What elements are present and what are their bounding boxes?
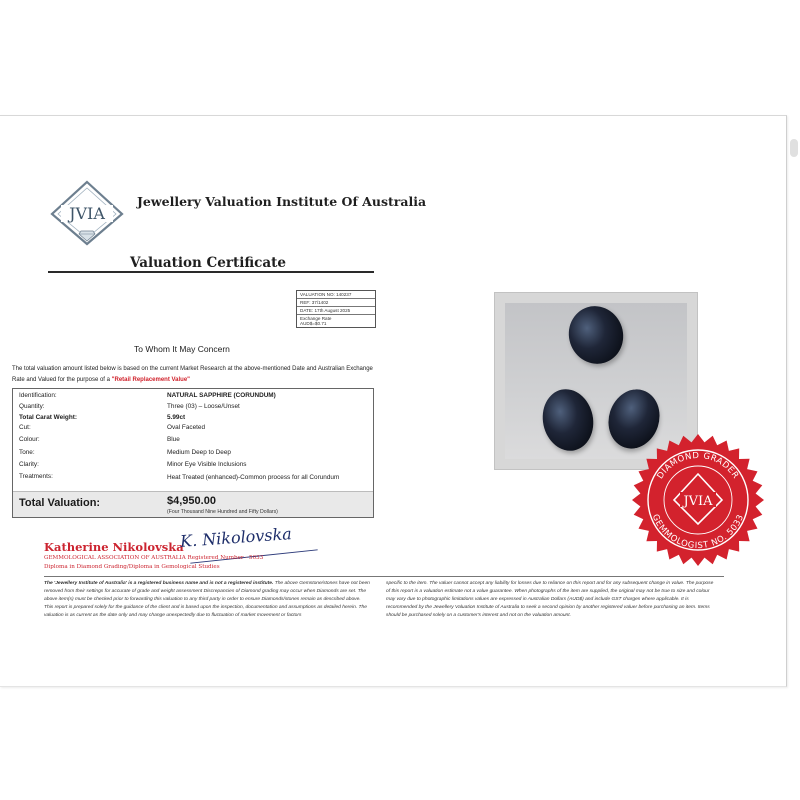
- row-label: Quantity:: [19, 403, 45, 410]
- title-underline: [48, 271, 374, 273]
- association-line: GEMMOLOGICAL ASSOCIATION OF AUSTRALIA Registered Number - 5033: [44, 555, 264, 561]
- exchange-rate-label: Exchange Rate: [300, 316, 332, 322]
- total-valuation-label: Total Valuation:: [19, 497, 101, 509]
- row-value: Oval Faceted: [167, 424, 206, 431]
- disclaimer-left: [44, 580, 370, 620]
- intro-purpose: "Retail Replacement Value": [111, 377, 191, 383]
- svg-text:DIAMOND GRADER: DIAMOND GRADER: [655, 450, 741, 482]
- reference-box: [296, 290, 376, 328]
- svg-text:GEMMOLOGIST NO. 5033: GEMMOLOGIST NO. 5033: [649, 512, 747, 552]
- exchange-rate: [297, 315, 375, 327]
- intro-text: The total valuation amount listed below is based on the current Market Research at the above-mentioned Date and Australian Exchange Rate and Valued for the purpose of a: [12, 366, 373, 383]
- sapphire-stone: [537, 384, 599, 455]
- row-value: 5.99ct: [167, 414, 186, 421]
- row-label: Identification:: [19, 392, 57, 399]
- sapphire-stone: [561, 299, 630, 371]
- row-label: Treatments:: [19, 473, 53, 480]
- details-table: [12, 388, 374, 518]
- institute-name: Jewellery Valuation Institute Of Australia: [137, 194, 427, 209]
- svg-text:JVIA: JVIA: [683, 494, 713, 509]
- diamond-grader-seal: [628, 430, 768, 570]
- svg-text:JVIA: JVIA: [69, 204, 105, 223]
- row-value: Heat Treated (enhanced)-Common process for all Corundum: [167, 474, 340, 481]
- valuation-date: DATE: 17th August 2025: [297, 307, 375, 315]
- total-valuation-band: [13, 491, 373, 517]
- exchange-rate-value: AUD$=$0.71: [300, 321, 327, 327]
- valuation-number: VALUATION NO: 140237: [297, 291, 375, 299]
- intro-paragraph: [12, 364, 382, 386]
- salutation: To Whom It May Concern: [134, 344, 230, 354]
- row-label: Cut:: [19, 424, 31, 431]
- row-value: Medium Deep to Deep: [167, 449, 231, 456]
- certificate-title: Valuation Certificate: [130, 255, 286, 271]
- row-label: Colour:: [19, 436, 40, 443]
- footer-divider: [44, 576, 724, 577]
- row-value: Three (03) – Loose/Unset: [167, 403, 240, 410]
- signature-text: K. Nikolovska: [179, 524, 293, 551]
- total-valuation-words: (Four Thousand Nine Hundred and Fifty Dollars): [167, 509, 278, 515]
- jvia-logo: [48, 178, 126, 250]
- row-label: Total Carat Weight:: [19, 414, 77, 421]
- row-value: NATURAL SAPPHIRE (CORUNDUM): [167, 392, 276, 399]
- page-edge-mark: [790, 139, 798, 157]
- disclaimer-left-text: The above Gemstone/stones have not been removed from their settings for accurate of grade and weight assessment Discrepancies of Diamond grading may occur when Diamonds are set. The above item(s) must be checked prior to forwarding this valuation to any third party in order to ensure Diamonds/stones remain as described above. This report is prepared solely for the guidance of the client and is based upon the inspection, documentation and assumptions as detailed herein. The valuation is as current as the date only and may change unexpectedly due to fluctuation of market movement or factors: [44, 581, 370, 618]
- row-value: Blue: [167, 436, 180, 443]
- signatory-name: Katherine Nikolovska: [44, 540, 184, 554]
- row-value: Minor Eye Visible Inclusions: [167, 461, 247, 468]
- row-label: Tone:: [19, 449, 35, 456]
- disclaimer-right: specific to the item. The valuer cannot accept any liability for losses due to reliance on this report and for any subsequent change in value. The purpose of this report is a valuation estimate not a value guarantee. When photographs of the item are supplied, the original may not be true to size and colour may vary due to photographic limitations values are expressed in Australian Dollars (AUD$) and include GST charges where applicable. It is recommended by the Jewellery Valuation Institute of Australia to seek a second opinion by another registered valuer before purchasing an item. Items should be purchased solely on a customer's interest and not on the valuation amount.: [386, 581, 714, 618]
- reference-number: REF: 37/1402: [297, 299, 375, 307]
- row-label: Clarity:: [19, 461, 39, 468]
- total-valuation-amount: $4,950.00: [167, 495, 216, 507]
- disclaimer-lead: The 'Jewellery Institute of Australia' is a registered business name and is not a registered institute.: [44, 581, 274, 586]
- diploma-line: Diploma in Diamond Grading/Diploma in Gemological Studies: [44, 564, 220, 570]
